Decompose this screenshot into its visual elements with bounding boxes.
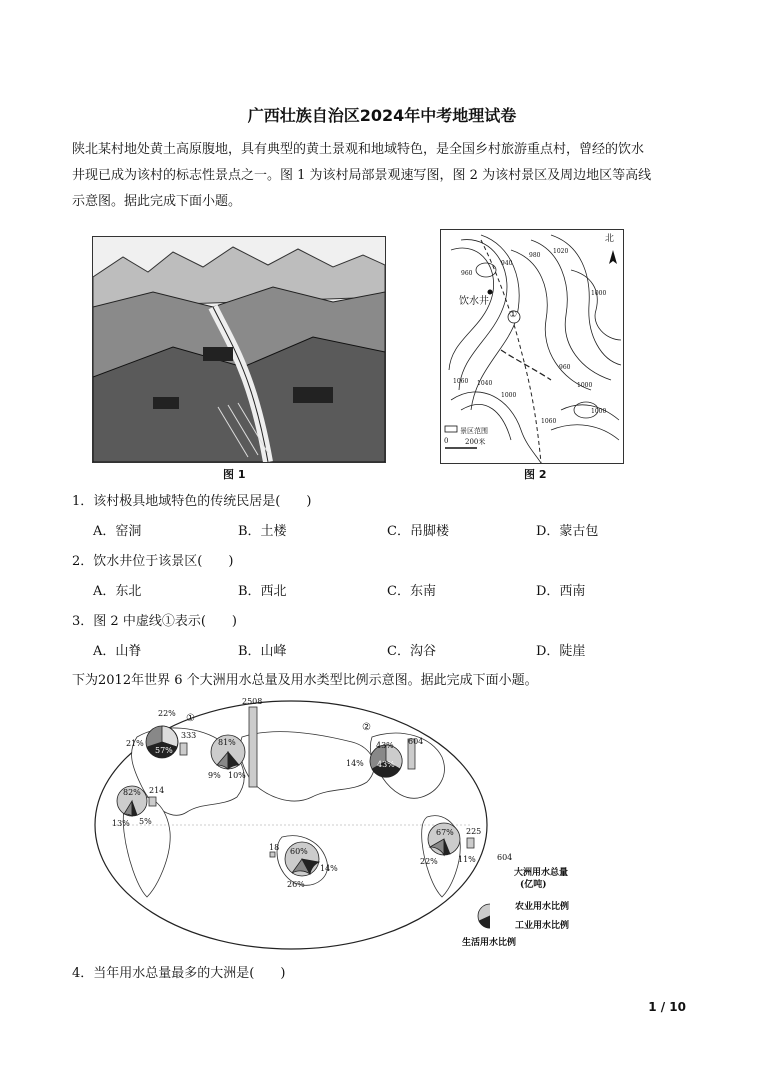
option-c[interactable]: C．东南	[387, 584, 436, 599]
option-b[interactable]: B．西北	[238, 584, 287, 599]
option-a[interactable]: A．窑洞	[93, 524, 142, 539]
question-number: 2．	[72, 554, 94, 569]
pct-label: 14%	[346, 759, 364, 768]
pct-label: 10%	[228, 771, 246, 780]
legend-domestic: 生活用水比例	[462, 938, 517, 948]
option-d[interactable]: D．西南	[536, 584, 586, 599]
legend-total-label: 大洲用水总量	[514, 868, 569, 878]
pct-label: 81%	[218, 738, 236, 747]
question-number: 4．	[72, 966, 94, 981]
pct-label: 82%	[123, 788, 141, 797]
legend-industry: 工业用水比例	[515, 921, 570, 931]
intro-paragraph	[72, 137, 692, 215]
well-label: 饮水井	[459, 296, 489, 307]
scale-zero: 0	[444, 437, 449, 445]
pct-label: 43%	[377, 760, 395, 769]
question-number: 1．	[72, 494, 94, 509]
question-number: 3．	[72, 614, 94, 629]
option-b[interactable]: B．山峰	[238, 644, 287, 659]
pct-label: 22%	[158, 709, 176, 718]
pct-label: 11%	[458, 855, 476, 864]
total-label-north-america: 604	[408, 737, 424, 746]
option-a[interactable]: A．山脊	[93, 644, 142, 659]
pct-label: 5%	[139, 817, 152, 826]
village-sketch-image	[93, 237, 385, 462]
pct-label: 21%	[126, 739, 144, 748]
figure-1-caption: 图 1	[223, 468, 246, 481]
figure-1-sketch	[92, 236, 386, 463]
pct-label: 14%	[320, 864, 338, 873]
world-water-use-map	[92, 697, 490, 952]
contour-label: 1000	[591, 290, 607, 297]
pct-label: 26%	[287, 880, 305, 889]
question-2	[72, 550, 233, 569]
option-c[interactable]: C．沟谷	[387, 644, 436, 659]
total-label-oceania: 18	[269, 843, 280, 852]
question-text: 当年用水总量最多的大洲是( )	[93, 966, 286, 981]
marker-2: ②	[362, 722, 371, 733]
contour-label: 960	[461, 270, 473, 277]
second-intro: 下为2012年世界 6 个大洲用水总量及用水类型比例示意图。据此完成下面小题。	[72, 673, 538, 688]
intro-line: 示意图。据此完成下面小题。	[72, 194, 242, 209]
pct-label: 67%	[436, 828, 454, 837]
legend-value: 604	[497, 853, 513, 862]
total-label-asia: 2508	[242, 697, 263, 706]
page-title: 广西壮族自治区2024年中考地理试卷	[247, 106, 517, 125]
question-4	[72, 962, 285, 981]
intro-line: 陕北某村地处黄土高原腹地，具有典型的黄土景观和地域特色，是全国乡村旅游重点村，曾经的饮水	[72, 142, 645, 157]
contour-label: 1000	[577, 382, 593, 389]
pct-label: 13%	[112, 819, 130, 828]
pct-label: 43%	[376, 741, 394, 750]
contour-label: 1000	[501, 392, 517, 399]
legend-area-label: 景区范围	[460, 427, 488, 435]
total-label-europe: 333	[181, 731, 197, 740]
contour-label: 980	[529, 252, 541, 259]
option-d[interactable]: D．陡崖	[536, 644, 586, 659]
option-c[interactable]: C．吊脚楼	[387, 524, 449, 539]
contour-label: 1020	[553, 248, 569, 255]
scale-label: 200米	[465, 438, 486, 446]
contour-label: 1060	[541, 418, 557, 425]
page-number: 1 / 10	[648, 1000, 686, 1014]
pct-label: 9%	[208, 771, 221, 780]
contour-label: 960	[559, 364, 571, 371]
pct-label: 57%	[155, 746, 173, 755]
contour-label: 940	[501, 260, 513, 267]
question-text: 该村极具地域特色的传统民居是( )	[93, 494, 312, 509]
option-b[interactable]: B．土楼	[238, 524, 287, 539]
marker-1: ①	[186, 713, 195, 724]
total-label-africa: 214	[149, 786, 165, 795]
intro-line: 井现已成为该村的标志性景点之一。图 1 为该村局部景观速写图，图 2 为该村景区及周边地区等高线	[72, 168, 652, 183]
contour-label: 1040	[477, 380, 493, 387]
pct-label: 60%	[290, 847, 308, 856]
option-a[interactable]: A．东北	[93, 584, 142, 599]
question-3	[72, 610, 237, 629]
legend-agri: 农业用水比例	[515, 902, 570, 912]
option-d[interactable]: D．蒙古包	[536, 524, 599, 539]
north-label: 北	[605, 234, 615, 244]
figure-2-contour-map	[440, 229, 624, 464]
contour-label: 1000	[591, 408, 607, 415]
contour-label: 1060	[453, 378, 469, 385]
question-1	[72, 490, 311, 509]
legend-total-unit: (亿吨)	[520, 880, 547, 890]
question-text: 图 2 中虚线①表示( )	[93, 614, 237, 629]
question-text: 饮水井位于该景区( )	[93, 554, 234, 569]
pct-label: 22%	[420, 857, 438, 866]
total-label-south-america: 225	[466, 827, 482, 836]
figure-2-caption: 图 2	[524, 468, 547, 481]
ridge-marker: ①	[509, 310, 518, 320]
